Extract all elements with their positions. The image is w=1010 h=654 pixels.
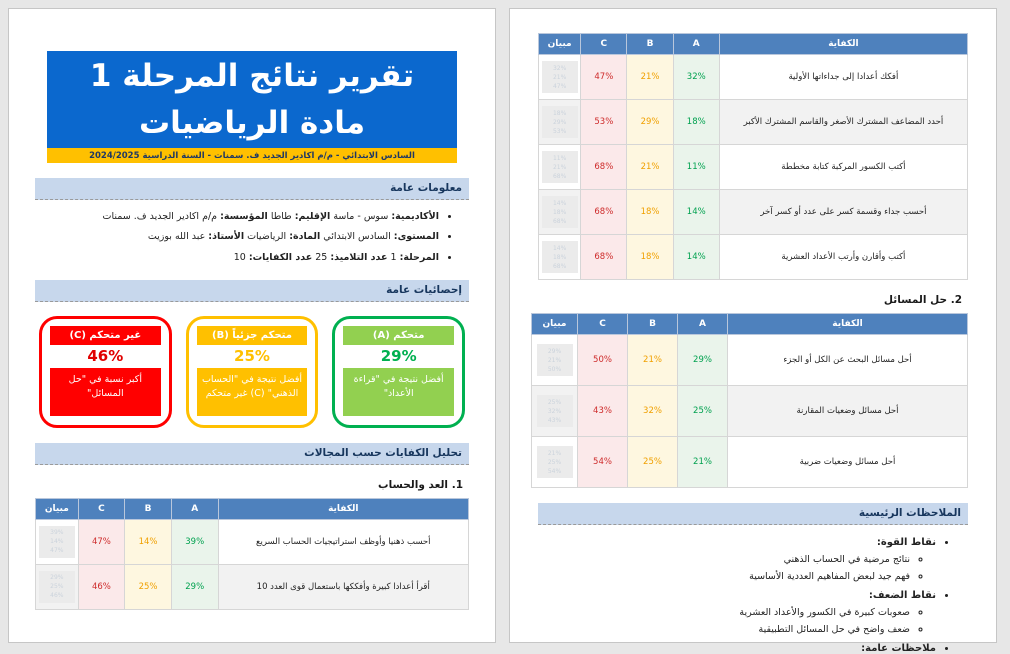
- col-header-c: C: [78, 498, 125, 519]
- table-row: [532, 386, 968, 437]
- academy-value: سوس - ماسة: [330, 211, 392, 222]
- teacher-value: عبد الله بوزيت: [147, 231, 209, 243]
- stats-summary-row: [39, 316, 465, 428]
- mini-chart-cell: [539, 235, 581, 280]
- col-header-a: A: [171, 498, 218, 519]
- value-b: 18%: [627, 190, 673, 235]
- mini-bar-chart: 11% 21% 68%: [542, 151, 578, 183]
- teacher-label: الأستاذ:: [208, 231, 245, 243]
- competencies-count-value: 10: [233, 251, 249, 263]
- competency-name: أحل مسائل وضعيات ضربية: [728, 437, 968, 488]
- info-line-academy: [35, 210, 439, 224]
- school-label: المؤسسة:: [220, 211, 268, 222]
- subject-value: الرياضيات: [244, 231, 290, 243]
- info-line-stage: [35, 251, 439, 265]
- mini-bar-chart: 21% 25% 54%: [537, 446, 573, 478]
- stat-box-not-mastered-value: 46%: [87, 346, 124, 365]
- report-subtitle-banner: السادس الابتدائي - م/م اكادير الجديد ف. سمنات - السنة الدراسية 2024/2025: [47, 148, 457, 163]
- stat-box-partial: [186, 316, 319, 428]
- value-b: 29%: [627, 100, 673, 145]
- mini-bar-chart: 32% 21% 47%: [542, 61, 578, 93]
- table-row: [36, 564, 469, 609]
- value-c: 53%: [581, 100, 627, 145]
- mini-chart-cell: [539, 145, 581, 190]
- competency-table-counting-continued: [538, 33, 968, 280]
- col-header-c: C: [581, 34, 627, 55]
- value-b: 21%: [628, 335, 678, 386]
- stat-box-mastered-desc-line1: أفضل نتيجة في "قراءة الأعداد": [353, 373, 444, 399]
- table-row: [539, 100, 968, 145]
- report-page-2: [509, 8, 997, 654]
- table-row: [532, 437, 968, 488]
- value-a: 14%: [673, 190, 719, 235]
- value-b: 25%: [125, 564, 172, 609]
- col-header-b: B: [627, 34, 673, 55]
- domain2-title: 2. حل المسائل: [883, 294, 962, 306]
- competency-table-counting: [35, 498, 469, 610]
- subject-label: المادة:: [289, 231, 321, 243]
- value-b: 21%: [627, 55, 673, 100]
- value-a: 32%: [673, 55, 719, 100]
- level-value: السادس الابتدائي: [320, 231, 394, 243]
- col-header-chart: مبيان: [36, 498, 79, 519]
- mini-chart-cell: [532, 437, 578, 488]
- weaknesses-sublist: [538, 607, 926, 635]
- stat-box-mastered-title: متحكم (A): [343, 326, 454, 345]
- value-a: 11%: [673, 145, 719, 190]
- stage-value: 1: [387, 251, 400, 263]
- report-page-1: [8, 8, 496, 643]
- domain1-title: 1. العد والحساب: [378, 478, 463, 491]
- section-header-key-notes: الملاحظات الرئيسية: [538, 503, 968, 525]
- col-header-competency: الكفاية: [719, 34, 967, 55]
- competency-name: أكتب وأقارن وأرتب الأعداد العشرية: [719, 235, 967, 280]
- mini-bar-chart: 14% 18% 68%: [542, 241, 578, 273]
- value-a: 29%: [678, 335, 728, 386]
- competency-name: أكتب الكسور المركبة كتابة مخططة: [719, 145, 967, 190]
- competency-name: أفكك أعدادا إلى جداءاتها الأولية: [719, 55, 967, 100]
- stat-box-not-mastered-desc: [50, 368, 161, 416]
- weaknesses-label: نقاط الضعف:: [868, 590, 936, 601]
- province-label: الإقليم:: [294, 211, 331, 222]
- mini-bar-chart: 29% 21% 50%: [537, 344, 573, 376]
- col-header-b: B: [125, 498, 172, 519]
- value-a: 39%: [171, 519, 218, 564]
- value-a: 21%: [678, 437, 728, 488]
- value-c: 68%: [581, 145, 627, 190]
- table-row: [539, 55, 968, 100]
- stat-box-mastered-desc: [343, 368, 454, 416]
- report-title-line1: تقرير نتائج المرحلة 1: [89, 58, 415, 94]
- mini-bar-chart: 39% 14% 47%: [39, 526, 75, 558]
- students-count-label: عدد التلاميذ:: [330, 251, 388, 263]
- value-c: 68%: [581, 190, 627, 235]
- strengths-item: [538, 537, 936, 582]
- table-row: [539, 145, 968, 190]
- mini-chart-cell: [539, 55, 581, 100]
- table-header-row: [532, 314, 968, 335]
- value-b: 18%: [627, 235, 673, 280]
- report-title-block: [47, 51, 457, 163]
- value-c: 47%: [581, 55, 627, 100]
- competency-name: أحدد المضاعف المشترك الأصغر والقاسم المشترك الأكبر: [719, 100, 967, 145]
- key-notes-list: [538, 537, 950, 654]
- weakness-item: ◦ ضعف واضح في حل المسائل التطبيقية: [538, 624, 910, 635]
- value-b: 25%: [628, 437, 678, 488]
- col-header-c: C: [578, 314, 628, 335]
- general-info-list: [35, 210, 453, 265]
- col-header-competency: الكفاية: [218, 498, 468, 519]
- value-b: 32%: [628, 386, 678, 437]
- stage-label: المرحلة:: [399, 251, 439, 263]
- weaknesses-item: [538, 590, 936, 635]
- value-a: 29%: [171, 564, 218, 609]
- strengths-sublist: [538, 554, 926, 582]
- table-row: [539, 190, 968, 235]
- stat-box-mastered: [332, 316, 465, 428]
- value-a: 14%: [673, 235, 719, 280]
- table-header-row: [36, 498, 469, 519]
- value-c: 54%: [578, 437, 628, 488]
- value-c: 68%: [581, 235, 627, 280]
- school-value: م/م اكادير الجديد ف. سمنات: [102, 211, 221, 222]
- report-title: [47, 51, 457, 148]
- level-label: المستوى:: [393, 231, 439, 243]
- stat-box-partial-desc-line1: أفضل نتيجة في "الحساب الذهني": [201, 373, 303, 399]
- value-b: 21%: [627, 145, 673, 190]
- value-b: 14%: [125, 519, 172, 564]
- col-header-b: B: [628, 314, 678, 335]
- value-a: 25%: [678, 386, 728, 437]
- table-row: [532, 335, 968, 386]
- general-notes-item: [538, 643, 936, 654]
- stat-box-not-mastered-title: غير متحكم (C): [50, 326, 161, 345]
- col-header-chart: مبيان: [532, 314, 578, 335]
- value-c: 43%: [578, 386, 628, 437]
- strength-item: ◦ نتائج مرضية في الحساب الذهني: [538, 554, 910, 565]
- general-notes-label: ملاحظات عامة:: [861, 643, 936, 654]
- competency-table-problem-solving: [531, 313, 968, 488]
- stat-box-partial-desc: [197, 368, 308, 416]
- value-c: 46%: [78, 564, 125, 609]
- weakness-item: ◦ صعوبات كبيرة في الكسور والأعداد العشرية: [538, 607, 910, 618]
- section-header-general-info: معلومات عامة: [35, 178, 469, 200]
- section-header-general-stats: إحصائيات عامة: [35, 280, 469, 302]
- stat-box-not-mastered-desc-line1: أكبر نسبة في "حل المسائل": [68, 373, 142, 399]
- competency-name: أحسب جداء وقسمة كسر على عدد أو كسر آخر: [719, 190, 967, 235]
- table-row: [539, 235, 968, 280]
- mini-chart-cell: [539, 100, 581, 145]
- mini-bar-chart: 14% 18% 68%: [542, 196, 578, 228]
- competency-name: أحسب ذهنيا وأوظف استراتيجيات الحساب السريع: [218, 519, 468, 564]
- province-value: طاطا: [267, 211, 295, 222]
- stat-box-mastered-value: 29%: [380, 346, 417, 365]
- strength-item: ◦ فهم جيد لبعض المفاهيم العددية الأساسية: [538, 571, 910, 582]
- mini-bar-chart: 29% 25% 46%: [39, 571, 75, 603]
- mini-bar-chart: 18% 29% 53%: [542, 106, 578, 138]
- mini-chart-cell: [36, 519, 79, 564]
- strengths-label: نقاط القوة:: [876, 537, 936, 548]
- academy-label: الأكاديمية:: [391, 211, 439, 222]
- stat-box-partial-desc-line2: (C) غير متحكم: [205, 388, 265, 399]
- competency-name: أحل مسائل وضعيات المقارنة: [728, 386, 968, 437]
- col-header-a: A: [673, 34, 719, 55]
- mini-chart-cell: [532, 386, 578, 437]
- mini-chart-cell: [36, 564, 79, 609]
- col-header-chart: مبيان: [539, 34, 581, 55]
- info-line-level: [35, 230, 439, 244]
- stat-box-partial-value: 25%: [234, 346, 270, 365]
- mini-bar-chart: 25% 32% 43%: [537, 395, 573, 427]
- col-header-competency: الكفاية: [728, 314, 968, 335]
- competencies-count-label: عدد الكفايات:: [248, 251, 313, 263]
- stat-box-partial-title: متحكم جزئياً (B): [197, 326, 308, 345]
- value-c: 50%: [578, 335, 628, 386]
- section-header-analysis: تحليل الكفايات حسب المجالات: [35, 443, 469, 465]
- table-row: [36, 519, 469, 564]
- students-count-value: 25: [312, 251, 331, 263]
- table-header-row: [539, 34, 968, 55]
- report-title-line2: مادة الرياضيات: [138, 104, 366, 141]
- mini-chart-cell: [532, 335, 578, 386]
- competency-name: أحل مسائل البحث عن الكل أو الجزء: [728, 335, 968, 386]
- competency-name: أقرأ أعدادا كبيرة وأفككها باستعمال قوى العدد 10: [218, 564, 468, 609]
- value-a: 18%: [673, 100, 719, 145]
- value-c: 47%: [78, 519, 125, 564]
- stat-box-not-mastered: [39, 316, 172, 428]
- col-header-a: A: [678, 314, 728, 335]
- mini-chart-cell: [539, 190, 581, 235]
